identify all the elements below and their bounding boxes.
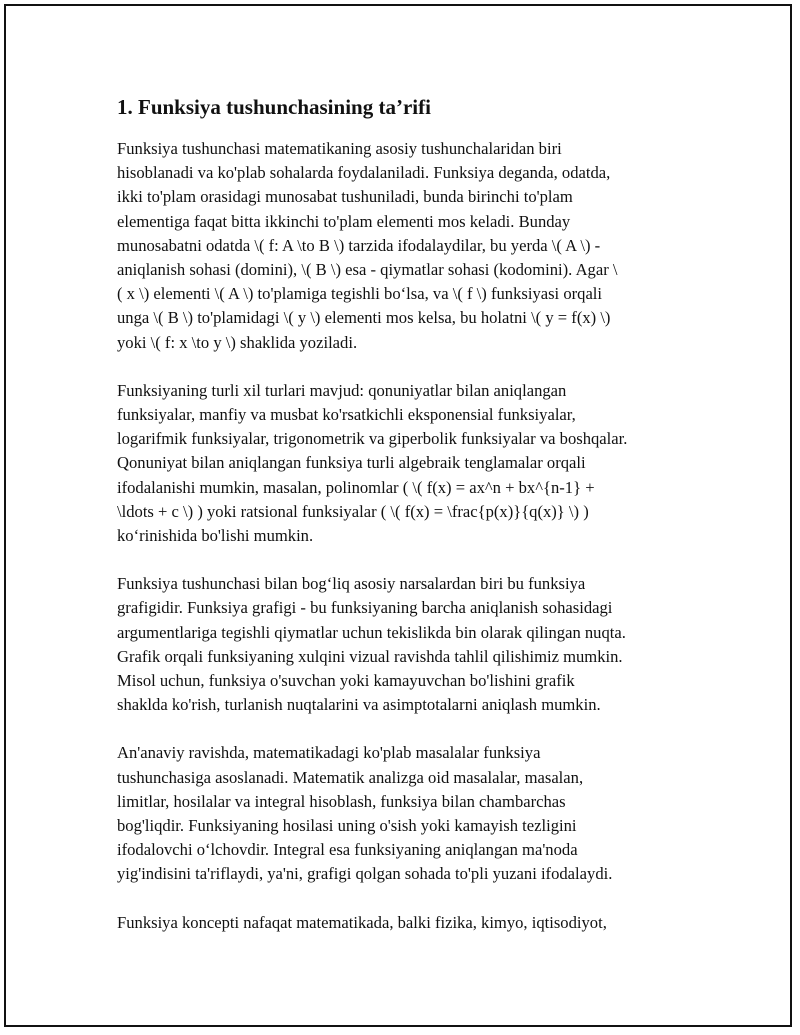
text-line: limitlar, hosilalar va integral hisoblash, funksiya bilan chambarchas <box>117 791 566 811</box>
text-line: yoki \( f: x \to y \) shaklida yoziladi. <box>117 332 358 352</box>
paragraph-analysis <box>117 741 697 886</box>
text-line: shaklda ko'rish, turlanish nuqtalarini va asimptotalarni aniqlash mumkin. <box>117 695 601 715</box>
paragraph-definition <box>117 137 697 355</box>
text-line: Funksiyaning turli xil turlari mavjud: qonuniyatlar bilan aniqlangan <box>117 380 567 400</box>
text-line: ifodalovchi o‘lchovdir. Integral esa funksiyaning aniqlangan ma'noda <box>117 840 578 860</box>
text-line: hisoblanadi va ko'plab sohalarda foydalaniladi. Funksiya deganda, odatda, <box>117 163 611 183</box>
text-line: An'anaviy ravishda, matematikadagi ko'plab masalalar funksiya <box>117 743 541 763</box>
text-line: ifodalanishi mumkin, masalan, polinomlar ( \( f(x) = ax^n + bx^{n-1} + <box>117 477 595 497</box>
text-line: bog'liqdir. Funksiyaning hosilasi uning o'sish yoki kamayish tezligini <box>117 816 577 836</box>
text-line: Funksiya tushunchasi matematikaning asosiy tushunchalaridan biri <box>117 139 562 158</box>
text-line: ko‘rinishida bo'lishi mumkin. <box>117 526 314 546</box>
text-line: Funksiya koncepti nafaqat matematikada, balki fizika, kimyo, iqtisodiyot, <box>117 912 607 932</box>
text-line: Qonuniyat bilan aniqlangan funksiya turli algebraik tenglamalar orqali <box>117 453 586 473</box>
paragraph-types <box>117 379 697 548</box>
paragraph-applications <box>117 911 697 935</box>
text-line: logarifmik funksiyalar, trigonometrik va giperbolik funksiyalar va boshqalar. <box>117 429 628 449</box>
section-title: 1. Funksiya tushunchasining ta’rifi <box>117 95 431 119</box>
document-body <box>117 94 697 959</box>
text-line: unga \( B \) to'plamidagi \( y \) elementi mos kelsa, bu holatni \( y = f(x) \) <box>117 308 611 328</box>
text-line: elementiga faqat bitta ikkinchi to'plam elementi mos keladi. Bunday <box>117 211 571 231</box>
text-line: Grafik orqali funksiyaning xulqini vizual ravishda tahlil qilishimiz mumkin. <box>117 646 623 666</box>
text-line: munosabatni odatda \( f: A \to B \) tarzida ifodalaydilar, bu yerda \( A \) - <box>117 235 601 255</box>
text-line: ikki to'plam orasidagi munosabat tushuniladi, bunda birinchi to'plam <box>117 187 573 207</box>
text-line: \ldots + c \) ) yoki ratsional funksiyalar ( \( f(x) = \frac{p(x)}{q(x)} \) ) <box>117 501 589 521</box>
text-line: tushunchasiga asoslanadi. Matematik analizga oid masalalar, masalan, <box>117 767 584 787</box>
text-line: funksiyalar, manfiy va musbat ko'rsatkichli eksponensial funksiyalar, <box>117 405 576 425</box>
text-line: Funksiya tushunchasi bilan bog‘liq asosiy narsalardan biri bu funksiya <box>117 574 586 594</box>
text-line: aniqlanish sohasi (domini), \( B \) esa - qiymatlar sohasi (kodomini). Agar \ <box>117 260 618 280</box>
text-line: Misol uchun, funksiya o'suvchan yoki kamayuvchan bo'lishini grafik <box>117 671 575 691</box>
text-line: yig'indisini ta'riflaydi, ya'ni, grafigi qolgan sohada to'pli yuzani ifodalaydi. <box>117 864 613 884</box>
paragraph-graph <box>117 572 697 717</box>
text-line: argumentlariga tegishli qiymatlar uchun tekislikda bin olarak qilingan nuqta. <box>117 622 626 642</box>
text-line: ( x \) elementi \( A \) to'plamiga tegishli bo‘lsa, va \( f \) funksiyasi orqali <box>117 284 603 304</box>
text-line: grafigidir. Funksiya grafigi - bu funksiyaning barcha aniqlanish sohasidagi <box>117 598 613 618</box>
